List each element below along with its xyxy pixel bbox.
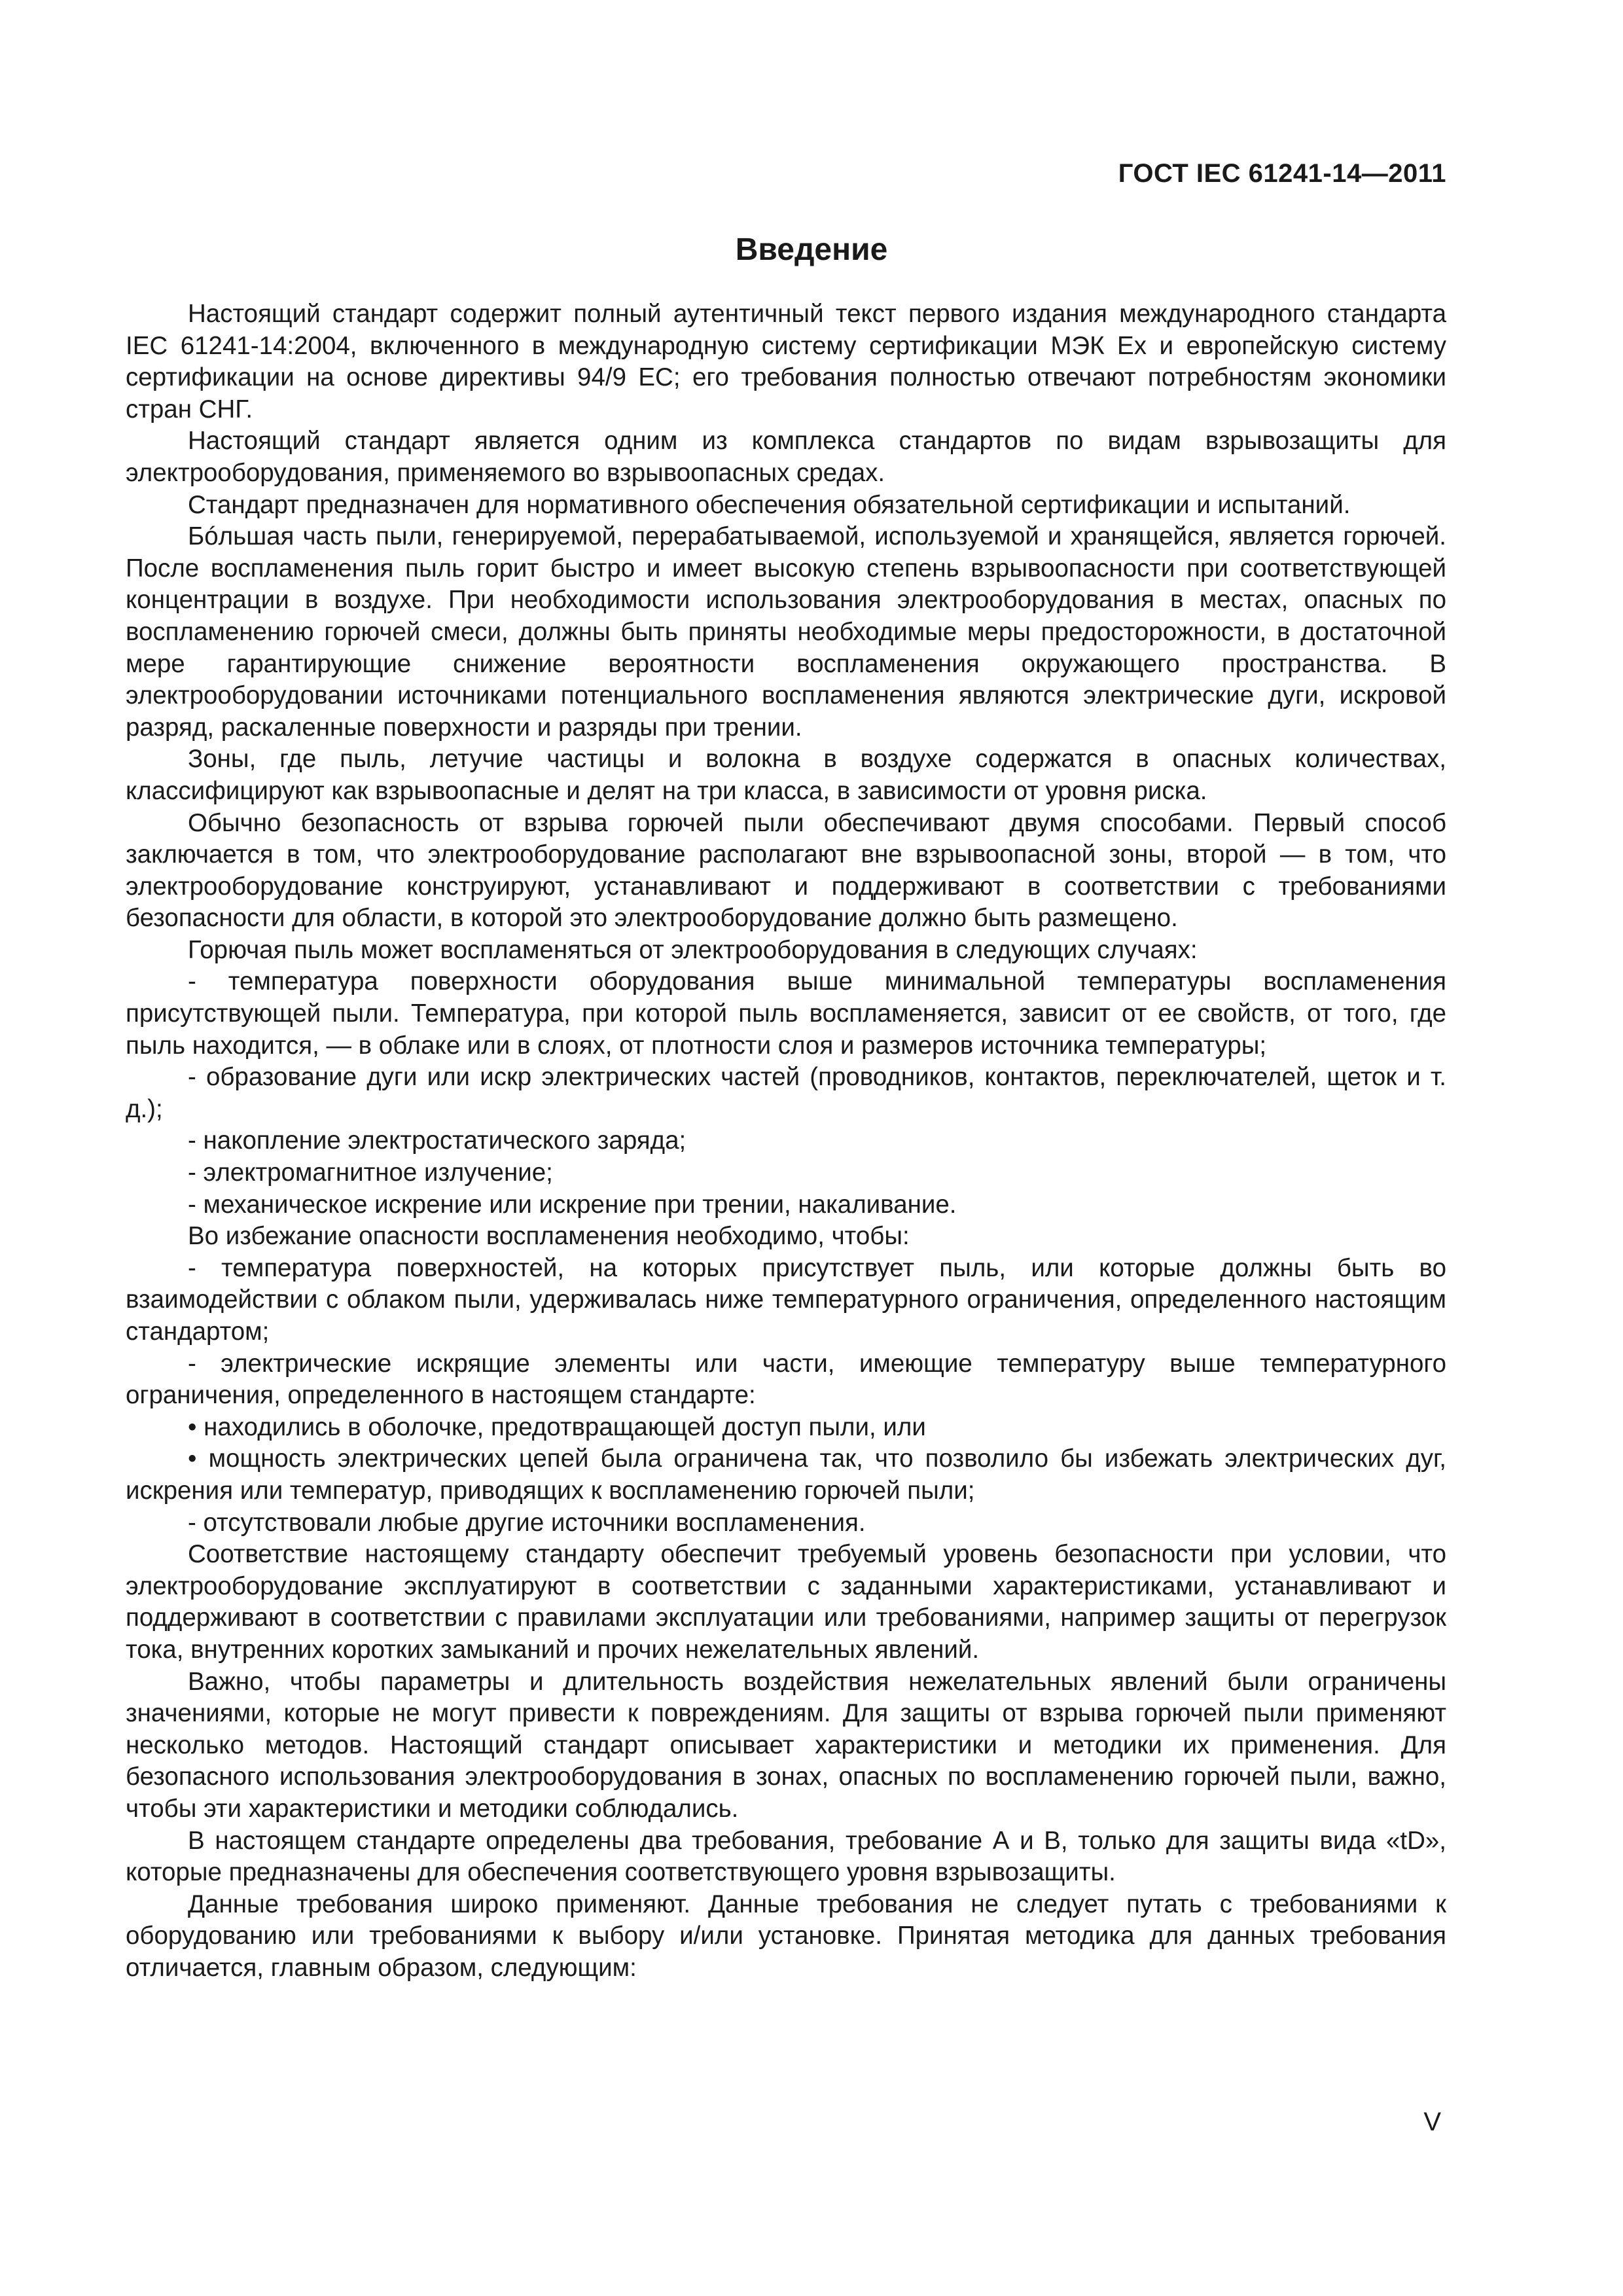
list-item: - температура поверхности оборудования выше минимальной температуры воспламенения присутствующей пыли. Температура, при которой пыль воспламеняется, зависит от ее свойств, от того, где пыль находится, — в облаке или в слоях, от плотности слоя и размеров источника температуры; bbox=[126, 967, 1446, 1060]
bullet-item: • мощность электрических цепей была ограничена так, что позволило бы избежать электрических дуг, искрения или температур, приводящих к воспламенению горючей пыли; bbox=[126, 1444, 1446, 1505]
paragraph: Настоящий стандарт является одним из комплекса стандартов по видам взрывозащиты для электрооборудования, применяемого во взрывоопасных средах. bbox=[126, 427, 1446, 487]
paragraph: Зоны, где пыль, летучие частицы и волокна в воздухе содержатся в опасных количествах, классифицируют как взрывоопасные и делят на три класса, в зависимости от уровня риска. bbox=[126, 745, 1446, 805]
list-item: - отсутствовали любые другие источники воспламенения. bbox=[188, 1508, 866, 1537]
page-number: V bbox=[1423, 2108, 1441, 2136]
list-item: - электромагнитное излучение; bbox=[188, 1158, 553, 1187]
standard-code-header: ГОСТ IEC 61241-14—2011 bbox=[1118, 159, 1446, 188]
paragraph: Стандарт предназначен для нормативного обеспечения обязательной сертификации и испытаний. bbox=[188, 490, 1351, 519]
list-item: - электрические искрящие элементы или части, имеющие температуру выше температурного ограничения, определенного в настоящем стандарте: bbox=[126, 1349, 1446, 1410]
paragraph: Данные требования широко применяют. Данные требования не следует путать с требованиями к оборудованию или требованиями к выбору и/или установке. Принятая методика для данных требования отличается, главным образом, следующим: bbox=[126, 1890, 1446, 1982]
list-item: - температура поверхностей, на которых присутствует пыль, или которые должны быть во взаимодействии с облаком пыли, удерживалась ниже температурного ограничения, определенного настоящим стандартом; bbox=[126, 1253, 1446, 1346]
section-title: Введение bbox=[735, 232, 888, 267]
list-item: - механическое искрение или искрение при трении, накаливание. bbox=[188, 1190, 957, 1219]
paragraph: Соответствие настоящему стандарту обеспечит требуемый уровень безопасности при условии, что электрооборудование эксплуатируют в соответствии с заданными характеристиками, устанавливают и поддерживают в соответствии с правилами эксплуатации или требованиями, например защиты от перегрузок тока, внутренних коротких замыканий и прочих нежелательных явлений. bbox=[126, 1540, 1446, 1664]
document-body bbox=[126, 298, 1446, 1984]
list-item: - образование дуги или искр электрических частей (проводников, контактов, переключателей, щеток и т. д.); bbox=[126, 1063, 1446, 1123]
paragraph: Обычно безопасность от взрыва горючей пыли обеспечивают двумя способами. Первый способ заключается в том, что электрооборудование располагают вне взрывоопасной зоны, второй — в том, что электрооборудование конструируют, устанавливают и поддерживают в соответствии с требованиями безопасности для области, в которой это электрооборудование должно быть размещено. bbox=[126, 808, 1446, 933]
list-item: - накопление электростатического заряда; bbox=[188, 1126, 687, 1155]
bullet-item: • находились в оболочке, предотвращающей доступ пыли, или bbox=[188, 1412, 926, 1441]
paragraph: Во избежание опасности воспламенения необходимо, чтобы: bbox=[188, 1222, 910, 1251]
paragraph: Важно, чтобы параметры и длительность воздействия нежелательных явлений были ограничены значениями, которые не могут привести к повреждениям. Для защиты от взрыва горючей пыли применяют несколько методов. Настоящий стандарт описывает характеристики и методики их применения. Для безопасного использования электрооборудования в зонах, опасных по воспламенению горючей пыли, важно, чтобы эти характеристики и методики соблюдались. bbox=[126, 1667, 1446, 1823]
paragraph: Бóльшая часть пыли, генерируемой, перерабатываемой, используемой и хранящейся, является горючей. После воспламенения пыль горит быстро и имеет высокую степень взрывоопасности при соответствующей концентрации в воздухе. При необходимости использования электрооборудования в местах, опасных по воспламенению горючей смеси, должны быть приняты необходимые меры предосторожности, в достаточной мере гарантирующие снижение вероятности воспламенения окружающего пространства. В электрооборудовании источниками потенциального воспламенения являются электрические дуги, искровой разряд, раскаленные поверхности и разряды при трении. bbox=[126, 522, 1446, 742]
paragraph: В настоящем стандарте определены два требования, требование А и В, только для защиты вида «tD», которые предназначены для обеспечения соответствующего уровня взрывозащиты. bbox=[126, 1826, 1446, 1887]
paragraph: Настоящий стандарт содержит полный аутентичный текст первого издания международного стандарта IEC 61241-14:2004, включенного в международную систему сертификации МЭК Ex и европейскую систему сертификации на основе директивы 94/9 ЕС; его требования полностью отвечают потребностям экономики стран СНГ. bbox=[126, 300, 1446, 423]
paragraph: Горючая пыль может воспламеняться от электрооборудования в следующих случаях: bbox=[188, 935, 1198, 964]
